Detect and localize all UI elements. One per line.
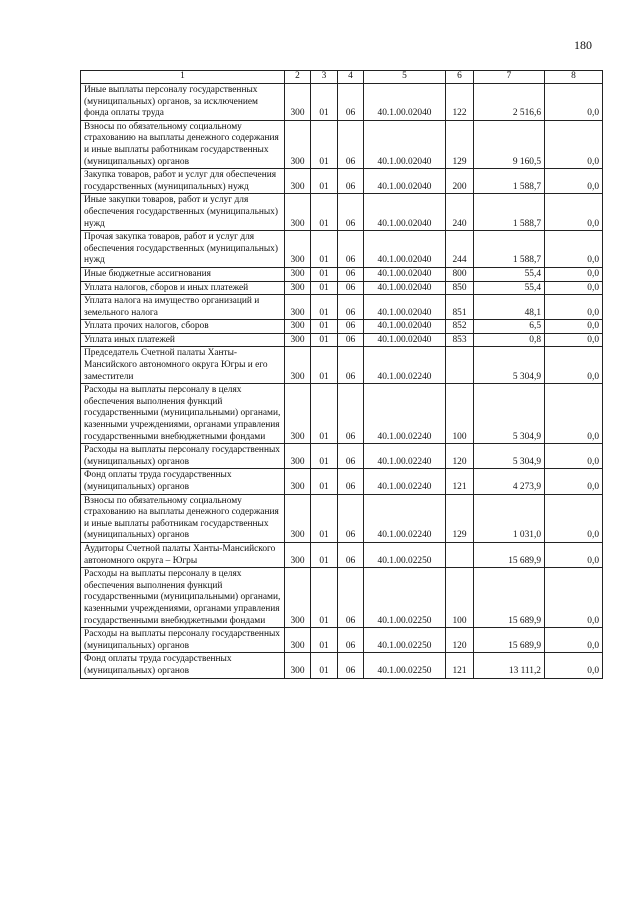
section-code-cell: 01 bbox=[311, 653, 338, 678]
subsection-code-cell: 06 bbox=[338, 169, 364, 194]
expense-type-cell: 244 bbox=[446, 231, 474, 268]
expense-name-cell: Иные закупки товаров, работ и услуг для обеспечения государственных (муниципальных) нужд bbox=[81, 194, 285, 231]
ministry-code-cell: 300 bbox=[285, 384, 311, 444]
amount-cell: 15 689,9 bbox=[474, 568, 545, 628]
target-article-cell: 40.1.00.02250 bbox=[364, 568, 446, 628]
column-header: 8 bbox=[545, 71, 603, 84]
ministry-code-cell: 300 bbox=[285, 653, 311, 678]
expense-type-cell: 200 bbox=[446, 169, 474, 194]
target-article-cell: 40.1.00.02040 bbox=[364, 231, 446, 268]
target-article-cell: 40.1.00.02240 bbox=[364, 469, 446, 494]
amount-secondary-cell: 0,0 bbox=[545, 194, 603, 231]
section-code-cell: 01 bbox=[311, 267, 338, 281]
amount-secondary-cell: 0,0 bbox=[545, 444, 603, 469]
section-code-cell: 01 bbox=[311, 494, 338, 542]
amount-secondary-cell: 0,0 bbox=[545, 333, 603, 347]
ministry-code-cell: 300 bbox=[285, 469, 311, 494]
target-article-cell: 40.1.00.02250 bbox=[364, 628, 446, 653]
table-row bbox=[81, 494, 603, 542]
amount-secondary-cell: 0,0 bbox=[545, 469, 603, 494]
amount-secondary-cell: 0,0 bbox=[545, 267, 603, 281]
expense-name-cell: Фонд оплаты труда государственных (муниципальных) органов bbox=[81, 653, 285, 678]
expense-name-cell: Расходы на выплаты персоналу государственных (муниципальных) органов bbox=[81, 628, 285, 653]
amount-secondary-cell: 0,0 bbox=[545, 295, 603, 320]
table-row bbox=[81, 194, 603, 231]
amount-secondary-cell: 0,0 bbox=[545, 231, 603, 268]
ministry-code-cell: 300 bbox=[285, 494, 311, 542]
amount-cell: 1 588,7 bbox=[474, 194, 545, 231]
table-row bbox=[81, 542, 603, 567]
table-row bbox=[81, 231, 603, 268]
subsection-code-cell: 06 bbox=[338, 444, 364, 469]
amount-secondary-cell: 0,0 bbox=[545, 347, 603, 384]
subsection-code-cell: 06 bbox=[338, 542, 364, 567]
column-header: 5 bbox=[364, 71, 446, 84]
amount-cell: 4 273,9 bbox=[474, 469, 545, 494]
table-row bbox=[81, 120, 603, 168]
subsection-code-cell: 06 bbox=[338, 494, 364, 542]
expense-name-cell: Уплата налогов, сборов и иных платежей bbox=[81, 281, 285, 295]
column-header: 3 bbox=[311, 71, 338, 84]
subsection-code-cell: 06 bbox=[338, 469, 364, 494]
ministry-code-cell: 300 bbox=[285, 295, 311, 320]
amount-cell: 2 516,6 bbox=[474, 84, 545, 121]
ministry-code-cell: 300 bbox=[285, 568, 311, 628]
section-code-cell: 01 bbox=[311, 194, 338, 231]
ministry-code-cell: 300 bbox=[285, 281, 311, 295]
table-row bbox=[81, 444, 603, 469]
target-article-cell: 40.1.00.02240 bbox=[364, 444, 446, 469]
expense-type-cell: 129 bbox=[446, 494, 474, 542]
target-article-cell: 40.1.00.02250 bbox=[364, 653, 446, 678]
table-row bbox=[81, 333, 603, 347]
subsection-code-cell: 06 bbox=[338, 320, 364, 334]
subsection-code-cell: 06 bbox=[338, 84, 364, 121]
target-article-cell: 40.1.00.02040 bbox=[364, 267, 446, 281]
amount-cell: 9 160,5 bbox=[474, 120, 545, 168]
expense-type-cell bbox=[446, 542, 474, 567]
expense-type-cell: 100 bbox=[446, 384, 474, 444]
amount-secondary-cell: 0,0 bbox=[545, 320, 603, 334]
ministry-code-cell: 300 bbox=[285, 444, 311, 469]
column-header: 4 bbox=[338, 71, 364, 84]
expense-name-cell: Председатель Счетной палаты Ханты-Мансийского автономного округа Югры и его заместители bbox=[81, 347, 285, 384]
ministry-code-cell: 300 bbox=[285, 333, 311, 347]
table-row bbox=[81, 347, 603, 384]
amount-cell: 5 304,9 bbox=[474, 384, 545, 444]
section-code-cell: 01 bbox=[311, 169, 338, 194]
expense-name-cell: Аудиторы Счетной палаты Ханты-Мансийского автономного округа – Югры bbox=[81, 542, 285, 567]
expense-name-cell: Взносы по обязательному социальному страхованию на выплаты денежного содержания и иные выплаты работникам государственных (муниципальных) органов bbox=[81, 120, 285, 168]
amount-secondary-cell: 0,0 bbox=[545, 628, 603, 653]
ministry-code-cell: 300 bbox=[285, 320, 311, 334]
amount-cell: 1 031,0 bbox=[474, 494, 545, 542]
table-row bbox=[81, 169, 603, 194]
section-code-cell: 01 bbox=[311, 295, 338, 320]
section-code-cell: 01 bbox=[311, 347, 338, 384]
target-article-cell: 40.1.00.02040 bbox=[364, 194, 446, 231]
expense-name-cell: Уплата иных платежей bbox=[81, 333, 285, 347]
expense-type-cell: 100 bbox=[446, 568, 474, 628]
expense-name-cell: Фонд оплаты труда государственных (муниципальных) органов bbox=[81, 469, 285, 494]
amount-cell: 0,8 bbox=[474, 333, 545, 347]
subsection-code-cell: 06 bbox=[338, 333, 364, 347]
subsection-code-cell: 06 bbox=[338, 194, 364, 231]
subsection-code-cell: 06 bbox=[338, 267, 364, 281]
amount-secondary-cell: 0,0 bbox=[545, 653, 603, 678]
amount-secondary-cell: 0,0 bbox=[545, 84, 603, 121]
amount-cell: 6,5 bbox=[474, 320, 545, 334]
subsection-code-cell: 06 bbox=[338, 281, 364, 295]
ministry-code-cell: 300 bbox=[285, 169, 311, 194]
target-article-cell: 40.1.00.02040 bbox=[364, 169, 446, 194]
subsection-code-cell: 06 bbox=[338, 295, 364, 320]
ministry-code-cell: 300 bbox=[285, 542, 311, 567]
amount-cell: 48,1 bbox=[474, 295, 545, 320]
section-code-cell: 01 bbox=[311, 281, 338, 295]
expense-type-cell: 129 bbox=[446, 120, 474, 168]
section-code-cell: 01 bbox=[311, 333, 338, 347]
expense-type-cell: 853 bbox=[446, 333, 474, 347]
subsection-code-cell: 06 bbox=[338, 347, 364, 384]
expense-type-cell: 852 bbox=[446, 320, 474, 334]
amount-secondary-cell: 0,0 bbox=[545, 169, 603, 194]
subsection-code-cell: 06 bbox=[338, 568, 364, 628]
ministry-code-cell: 300 bbox=[285, 267, 311, 281]
budget-table bbox=[80, 70, 603, 679]
ministry-code-cell: 300 bbox=[285, 84, 311, 121]
target-article-cell: 40.1.00.02040 bbox=[364, 120, 446, 168]
amount-cell: 55,4 bbox=[474, 267, 545, 281]
expense-name-cell: Закупка товаров, работ и услуг для обеспечения государственных (муниципальных) нужд bbox=[81, 169, 285, 194]
table-row bbox=[81, 568, 603, 628]
amount-secondary-cell: 0,0 bbox=[545, 494, 603, 542]
subsection-code-cell: 06 bbox=[338, 653, 364, 678]
section-code-cell: 01 bbox=[311, 568, 338, 628]
table-body bbox=[81, 84, 603, 679]
subsection-code-cell: 06 bbox=[338, 120, 364, 168]
section-code-cell: 01 bbox=[311, 320, 338, 334]
expense-name-cell: Иные бюджетные ассигнования bbox=[81, 267, 285, 281]
expense-type-cell: 121 bbox=[446, 653, 474, 678]
ministry-code-cell: 300 bbox=[285, 628, 311, 653]
expense-type-cell: 850 bbox=[446, 281, 474, 295]
amount-cell: 13 111,2 bbox=[474, 653, 545, 678]
section-code-cell: 01 bbox=[311, 120, 338, 168]
expense-name-cell: Прочая закупка товаров, работ и услуг для обеспечения государственных (муниципальных) нужд bbox=[81, 231, 285, 268]
column-header: 1 bbox=[81, 71, 285, 84]
table-row bbox=[81, 84, 603, 121]
target-article-cell: 40.1.00.02040 bbox=[364, 295, 446, 320]
expense-type-cell: 120 bbox=[446, 628, 474, 653]
target-article-cell: 40.1.00.02240 bbox=[364, 347, 446, 384]
amount-cell: 1 588,7 bbox=[474, 169, 545, 194]
target-article-cell: 40.1.00.02040 bbox=[364, 281, 446, 295]
section-code-cell: 01 bbox=[311, 542, 338, 567]
amount-secondary-cell: 0,0 bbox=[545, 384, 603, 444]
column-header: 2 bbox=[285, 71, 311, 84]
ministry-code-cell: 300 bbox=[285, 231, 311, 268]
expense-name-cell: Расходы на выплаты персоналу в целях обеспечения выполнения функций государственными (муниципальными) органами, казенными учреждениями, органами управления государственными внебюджетными фондами bbox=[81, 568, 285, 628]
amount-secondary-cell: 0,0 bbox=[545, 542, 603, 567]
table-row bbox=[81, 384, 603, 444]
amount-cell: 1 588,7 bbox=[474, 231, 545, 268]
table-row bbox=[81, 295, 603, 320]
expense-name-cell: Иные выплаты персоналу государственных (муниципальных) органов, за исключением фонда оплаты труда bbox=[81, 84, 285, 121]
expense-type-cell: 240 bbox=[446, 194, 474, 231]
column-header: 7 bbox=[474, 71, 545, 84]
expense-name-cell: Расходы на выплаты персоналу государственных (муниципальных) органов bbox=[81, 444, 285, 469]
section-code-cell: 01 bbox=[311, 231, 338, 268]
section-code-cell: 01 bbox=[311, 444, 338, 469]
amount-secondary-cell: 0,0 bbox=[545, 281, 603, 295]
subsection-code-cell: 06 bbox=[338, 628, 364, 653]
column-header: 6 bbox=[446, 71, 474, 84]
amount-cell: 5 304,9 bbox=[474, 347, 545, 384]
expense-name-cell: Взносы по обязательному социальному страхованию на выплаты денежного содержания и иные выплаты работникам государственных (муниципальных) органов bbox=[81, 494, 285, 542]
ministry-code-cell: 300 bbox=[285, 347, 311, 384]
table-row bbox=[81, 469, 603, 494]
section-code-cell: 01 bbox=[311, 628, 338, 653]
ministry-code-cell: 300 bbox=[285, 194, 311, 231]
section-code-cell: 01 bbox=[311, 84, 338, 121]
table-row bbox=[81, 628, 603, 653]
expense-type-cell: 800 bbox=[446, 267, 474, 281]
expense-type-cell: 122 bbox=[446, 84, 474, 121]
page-number: 180 bbox=[574, 38, 592, 52]
table-row bbox=[81, 320, 603, 334]
subsection-code-cell: 06 bbox=[338, 384, 364, 444]
expense-name-cell: Уплата прочих налогов, сборов bbox=[81, 320, 285, 334]
expense-type-cell bbox=[446, 347, 474, 384]
section-code-cell: 01 bbox=[311, 469, 338, 494]
expense-name-cell: Уплата налога на имущество организаций и земельного налога bbox=[81, 295, 285, 320]
amount-cell: 15 689,9 bbox=[474, 542, 545, 567]
amount-secondary-cell: 0,0 bbox=[545, 120, 603, 168]
target-article-cell: 40.1.00.02250 bbox=[364, 542, 446, 567]
target-article-cell: 40.1.00.02040 bbox=[364, 333, 446, 347]
target-article-cell: 40.1.00.02040 bbox=[364, 320, 446, 334]
target-article-cell: 40.1.00.02240 bbox=[364, 494, 446, 542]
table-header-row bbox=[81, 71, 603, 84]
expense-type-cell: 121 bbox=[446, 469, 474, 494]
section-code-cell: 01 bbox=[311, 384, 338, 444]
target-article-cell: 40.1.00.02240 bbox=[364, 384, 446, 444]
amount-cell: 55,4 bbox=[474, 281, 545, 295]
expense-type-cell: 851 bbox=[446, 295, 474, 320]
amount-cell: 5 304,9 bbox=[474, 444, 545, 469]
table-row bbox=[81, 281, 603, 295]
amount-cell: 15 689,9 bbox=[474, 628, 545, 653]
target-article-cell: 40.1.00.02040 bbox=[364, 84, 446, 121]
subsection-code-cell: 06 bbox=[338, 231, 364, 268]
expense-name-cell: Расходы на выплаты персоналу в целях обеспечения выполнения функций государственными (муниципальными) органами, казенными учреждениями, органами управления государственными внебюджетными фондами bbox=[81, 384, 285, 444]
ministry-code-cell: 300 bbox=[285, 120, 311, 168]
expense-type-cell: 120 bbox=[446, 444, 474, 469]
amount-secondary-cell: 0,0 bbox=[545, 568, 603, 628]
table-row bbox=[81, 267, 603, 281]
table-row bbox=[81, 653, 603, 678]
